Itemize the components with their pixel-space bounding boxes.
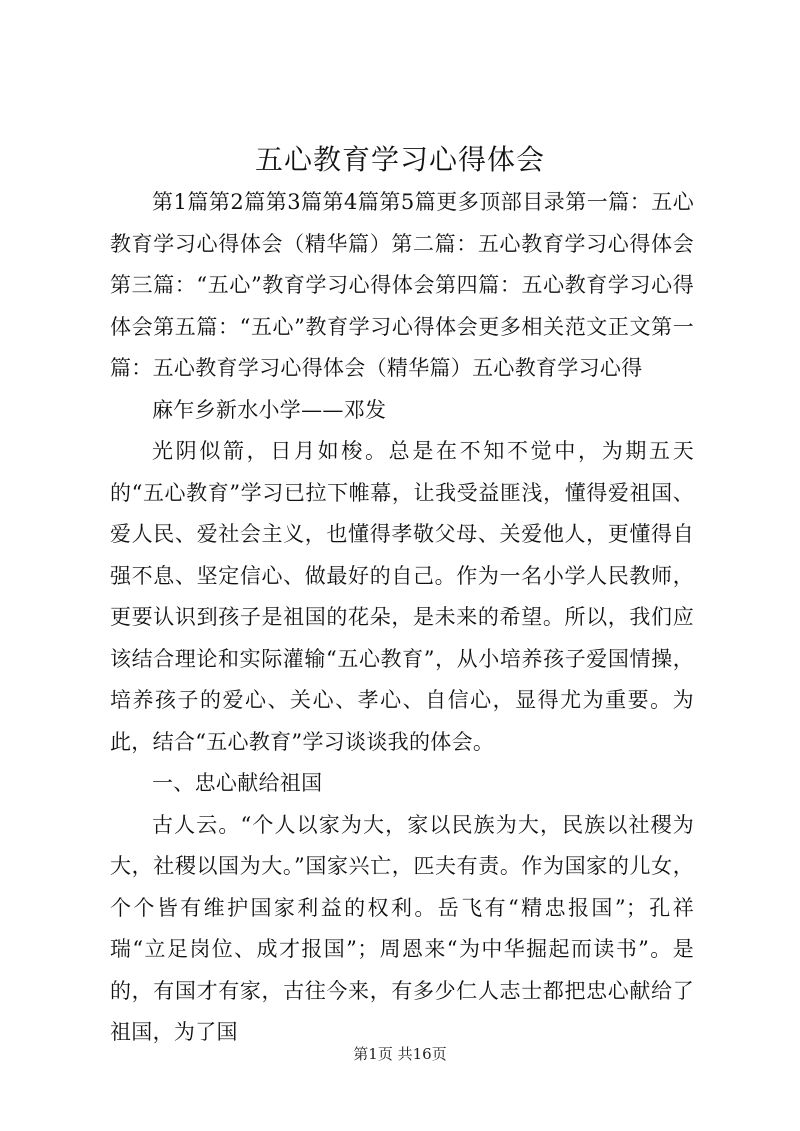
document-title: 五心教育学习心得体会 <box>254 143 545 176</box>
section-heading: 一、忠心献给祖国 <box>152 771 323 795</box>
author-line: 麻乍乡新水小学——邓发 <box>152 397 387 422</box>
table-of-contents-paragraph: 第1篇第2篇第3篇第4篇第5篇更多顶部目录第一篇：五心教育学习心得体会（精华篇）第二篇：五心教育学习心得体会第三篇：“五心”教育学习心得体会第四篇：五心教育学习心得体会第五篇：“五心”教育学习心得体会更多相关范文正文第一篇：五心教育学习心得体会（精华篇）五心教育学习心得 <box>110 190 694 380</box>
page-number-footer: 第1页 共16页 <box>353 1045 447 1063</box>
intro-paragraph: 光阴似箭，日月如梭。总是在不知不觉中，为期五天的“五心教育”学习已拉下帷幕，让我受益匪浅，懂得爱祖国、爱人民、爱社会主义，也懂得孝敬父母、关爱他人，更懂得自强不息、坚定信心、做最好的自己。作为一名小学人民教师，更要认识到孩子是祖国的花朵，是未来的希望。所以，我们应该结合理论和实际灌输“五心教育”，从小培养孩子爱国情操，培养孩子的爱心、关心、孝心、自信心，显得尤为重要。为此，结合“五心教育”学习谈谈我的体会。 <box>110 439 694 754</box>
document-body <box>110 182 694 1054</box>
body-paragraph: 古人云。“个人以家为大，家以民族为大，民族以社稷为大，社稷以国为大。”国家兴亡，匹夫有责。作为国家的儿女，个个皆有维护国家利益的权利。岳飞有“精忠报国”；孔祥瑞“立足岗位、成才报国”；周恩来“为中华掘起而读书”。是的，有国才有家，古往今来，有多少仁人志士都把忠心献给了祖国，为了国 <box>110 812 694 1044</box>
